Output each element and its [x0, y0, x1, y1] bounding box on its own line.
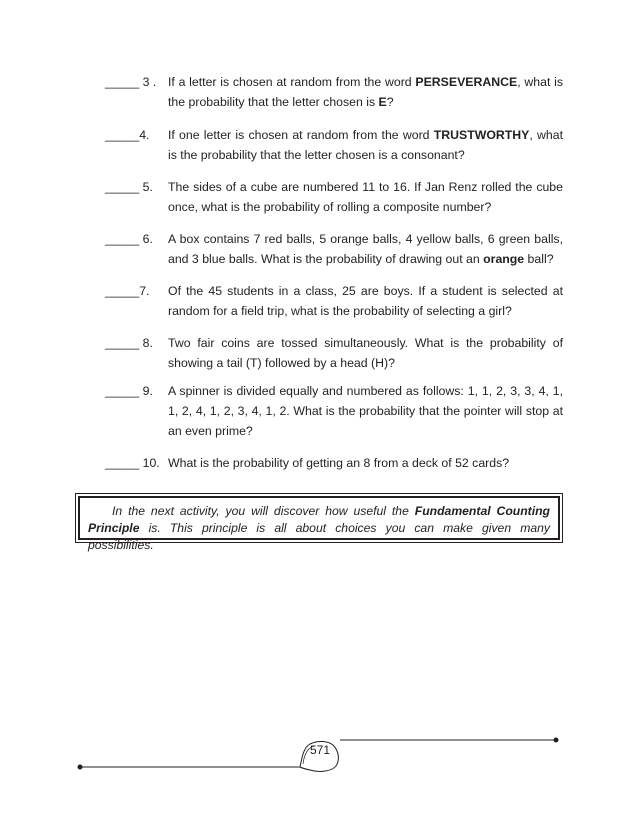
question-3 [105, 72, 563, 112]
question-9 [105, 381, 563, 441]
question-text: What is the probability of getting an 8 from a deck of 52 cards? [168, 456, 510, 470]
activity-note-box [75, 493, 563, 552]
question-text: Two fair coins are tossed simultaneously. What is the probability of showing a tail (T) followed by a head (H)? [168, 336, 563, 370]
question-text: If a letter is chosen at random from the word PERSEVERANCE, what is the probability that the letter chosen is E? [168, 75, 564, 109]
question-6 [105, 229, 563, 269]
question-text: A spinner is divided equally and numbered as follows: 1, 1, 2, 3, 3, 4, 1, 1, 2, 4, 1, 2, 3, 4, 1, 2. What is the probability that the pointer will stop at an even prime? [168, 384, 563, 438]
question-4 [105, 125, 563, 165]
question-10 [105, 453, 563, 473]
question-7 [105, 281, 563, 321]
answer-blank: _____7. [105, 284, 150, 298]
question-text: The sides of a cube are numbered 11 to 16. If Jan Renz rolled the cube once, what is the probability of rolling a composite number? [168, 180, 563, 214]
answer-blank: _____ 3 . [105, 75, 157, 89]
question-5 [105, 177, 563, 217]
answer-blank: _____ 8. [105, 336, 153, 350]
question-text: Of the 45 students in a class, 25 are boys. If a student is selected at random for a field trip, what is the probability of selecting a girl? [168, 284, 563, 318]
answer-blank: _____ 9. [105, 384, 153, 398]
answer-blank: _____ 6. [105, 232, 153, 246]
question-text: If one letter is chosen at random from the word TRUSTWORTHY, what is the probability that the letter chosen is a consonant? [168, 128, 563, 162]
answer-blank: _____ 5. [105, 180, 153, 194]
activity-note-text: In the next activity, you will discover how useful the Fundamental Counting Principle is. This principle is all about choices you can make given many possibilities. [78, 496, 560, 540]
answer-blank: _____ 10. [105, 456, 160, 470]
answer-blank: _____4. [105, 128, 150, 142]
page-number: 571 [309, 743, 331, 757]
question-text: A box contains 7 red balls, 5 orange balls, 4 yellow balls, 6 green balls, and 3 blue balls. What is the probability of drawing out an orange ball? [168, 232, 563, 266]
question-8 [105, 333, 563, 373]
